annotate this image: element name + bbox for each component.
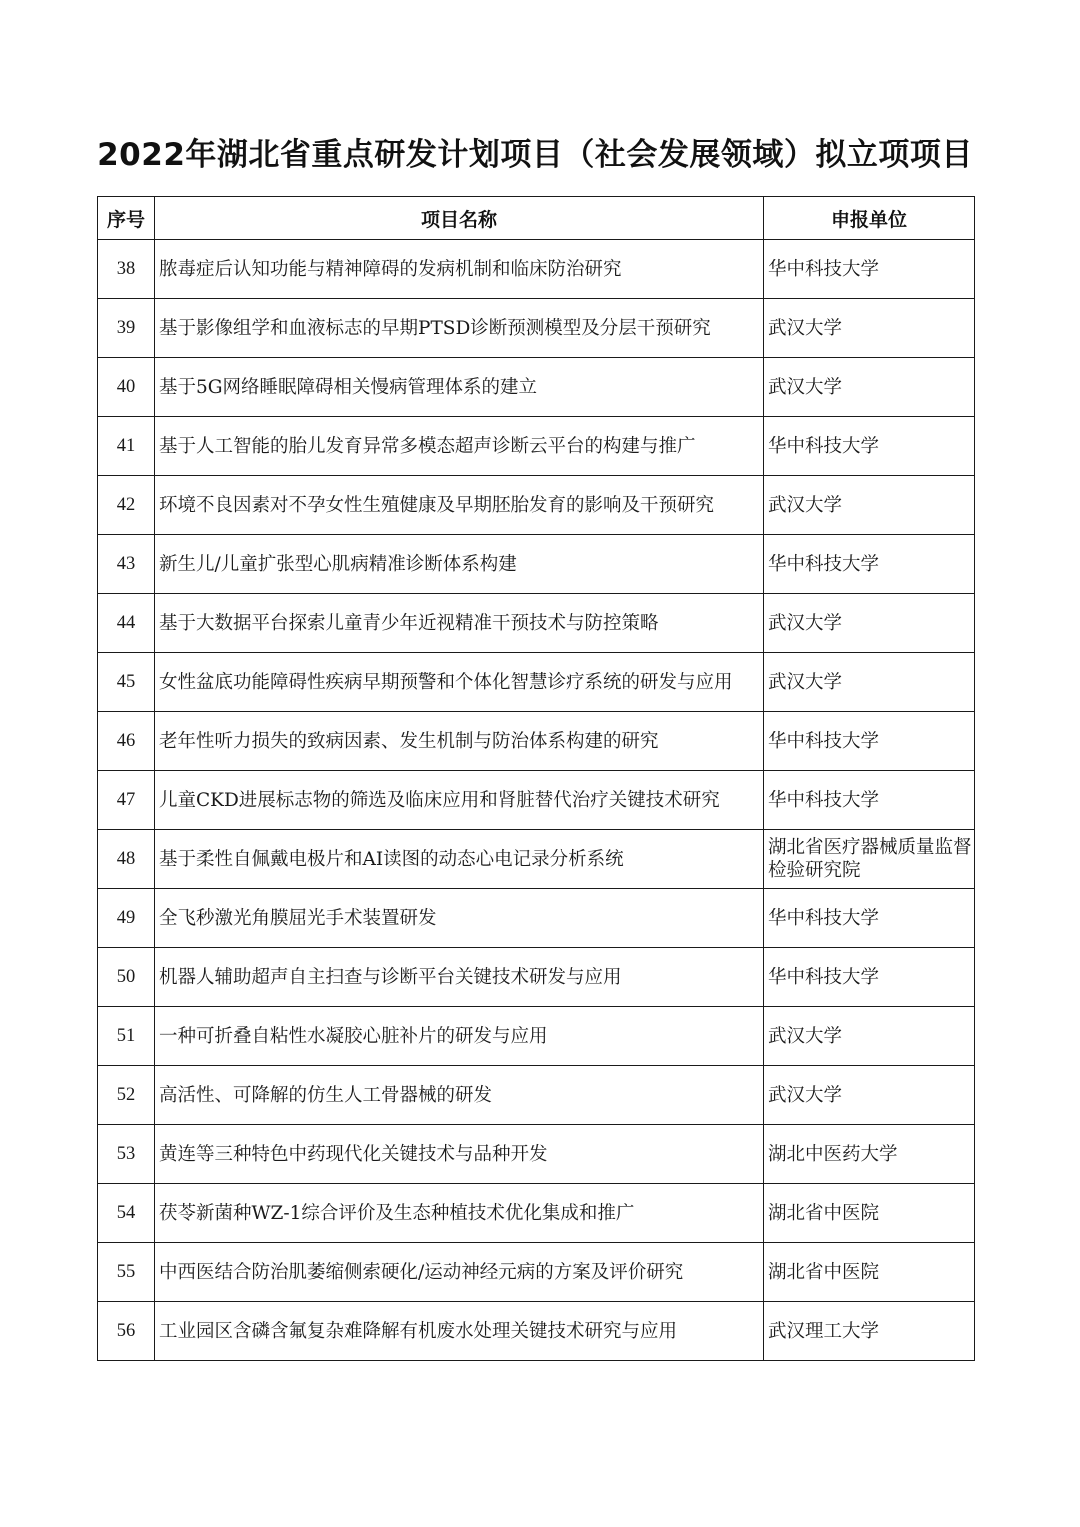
cell-no: 47 — [98, 771, 155, 830]
table-row — [98, 417, 975, 476]
cell-no: 49 — [98, 889, 155, 948]
page-title: 2022年湖北省重点研发计划项目（社会发展领域）拟立项项目 — [97, 137, 973, 173]
table-row — [98, 476, 975, 535]
cell-unit: 湖北中医药大学 — [764, 1125, 975, 1184]
cell-unit: 武汉大学 — [764, 1066, 975, 1125]
table-row — [98, 594, 975, 653]
cell-name: 基于5G网络睡眠障碍相关慢病管理体系的建立 — [155, 358, 764, 417]
table-row — [98, 712, 975, 771]
table-row — [98, 1243, 975, 1302]
cell-no: 55 — [98, 1243, 155, 1302]
cell-name: 黄连等三种特色中药现代化关键技术与品种开发 — [155, 1125, 764, 1184]
cell-name: 基于人工智能的胎儿发育异常多模态超声诊断云平台的构建与推广 — [155, 417, 764, 476]
table-row — [98, 1066, 975, 1125]
cell-name: 全飞秒激光角膜屈光手术装置研发 — [155, 889, 764, 948]
cell-no: 56 — [98, 1302, 155, 1361]
table-row — [98, 535, 975, 594]
header-no: 序号 — [98, 197, 155, 240]
cell-unit: 华中科技大学 — [764, 948, 975, 1007]
cell-name: 工业园区含磷含氟复杂难降解有机废水处理关键技术研究与应用 — [155, 1302, 764, 1361]
table-row — [98, 358, 975, 417]
cell-name: 脓毒症后认知功能与精神障碍的发病机制和临床防治研究 — [155, 240, 764, 299]
cell-unit: 华中科技大学 — [764, 771, 975, 830]
cell-name: 基于影像组学和血液标志的早期PTSD诊断预测模型及分层干预研究 — [155, 299, 764, 358]
cell-no: 53 — [98, 1125, 155, 1184]
table-row — [98, 1125, 975, 1184]
cell-name: 基于大数据平台探索儿童青少年近视精准干预技术与防控策略 — [155, 594, 764, 653]
cell-unit: 武汉理工大学 — [764, 1302, 975, 1361]
cell-no: 46 — [98, 712, 155, 771]
cell-unit: 华中科技大学 — [764, 712, 975, 771]
project-table — [97, 196, 975, 1361]
table-row — [98, 771, 975, 830]
table-row — [98, 830, 975, 889]
cell-no: 52 — [98, 1066, 155, 1125]
cell-no: 51 — [98, 1007, 155, 1066]
cell-name: 一种可折叠自粘性水凝胶心脏补片的研发与应用 — [155, 1007, 764, 1066]
cell-no: 38 — [98, 240, 155, 299]
table-header-row — [98, 197, 975, 240]
cell-no: 45 — [98, 653, 155, 712]
cell-name: 机器人辅助超声自主扫查与诊断平台关键技术研发与应用 — [155, 948, 764, 1007]
cell-unit: 武汉大学 — [764, 299, 975, 358]
table-row — [98, 299, 975, 358]
cell-name: 新生儿/儿童扩张型心肌病精准诊断体系构建 — [155, 535, 764, 594]
cell-name: 中西医结合防治肌萎缩侧索硬化/运动神经元病的方案及评价研究 — [155, 1243, 764, 1302]
cell-name: 环境不良因素对不孕女性生殖健康及早期胚胎发育的影响及干预研究 — [155, 476, 764, 535]
table-row — [98, 1302, 975, 1361]
cell-unit: 湖北省中医院 — [764, 1184, 975, 1243]
cell-no: 42 — [98, 476, 155, 535]
cell-no: 43 — [98, 535, 155, 594]
table-row — [98, 653, 975, 712]
cell-no: 40 — [98, 358, 155, 417]
cell-name: 茯苓新菌种WZ-1综合评价及生态种植技术优化集成和推广 — [155, 1184, 764, 1243]
table-row — [98, 889, 975, 948]
cell-unit: 华中科技大学 — [764, 889, 975, 948]
cell-no: 41 — [98, 417, 155, 476]
cell-name: 女性盆底功能障碍性疾病早期预警和个体化智慧诊疗系统的研发与应用 — [155, 653, 764, 712]
cell-unit: 华中科技大学 — [764, 535, 975, 594]
header-name: 项目名称 — [155, 197, 764, 240]
table-row — [98, 1007, 975, 1066]
cell-unit: 湖北省医疗器械质量监督检验研究院 — [764, 830, 975, 889]
cell-unit: 武汉大学 — [764, 594, 975, 653]
cell-unit: 华中科技大学 — [764, 417, 975, 476]
cell-no: 54 — [98, 1184, 155, 1243]
cell-unit: 湖北省中医院 — [764, 1243, 975, 1302]
cell-unit: 华中科技大学 — [764, 240, 975, 299]
cell-name: 基于柔性自佩戴电极片和AI读图的动态心电记录分析系统 — [155, 830, 764, 889]
cell-no: 44 — [98, 594, 155, 653]
title-area — [96, 134, 974, 196]
cell-name: 老年性听力损失的致病因素、发生机制与防治体系构建的研究 — [155, 712, 764, 771]
cell-unit: 武汉大学 — [764, 476, 975, 535]
table-row — [98, 948, 975, 1007]
cell-unit: 武汉大学 — [764, 1007, 975, 1066]
cell-no: 48 — [98, 830, 155, 889]
cell-unit: 武汉大学 — [764, 358, 975, 417]
table-row — [98, 240, 975, 299]
cell-no: 50 — [98, 948, 155, 1007]
cell-unit: 武汉大学 — [764, 653, 975, 712]
table-row — [98, 1184, 975, 1243]
cell-name: 儿童CKD进展标志物的筛选及临床应用和肾脏替代治疗关键技术研究 — [155, 771, 764, 830]
cell-name: 高活性、可降解的仿生人工骨器械的研发 — [155, 1066, 764, 1125]
header-unit: 申报单位 — [764, 197, 975, 240]
cell-no: 39 — [98, 299, 155, 358]
